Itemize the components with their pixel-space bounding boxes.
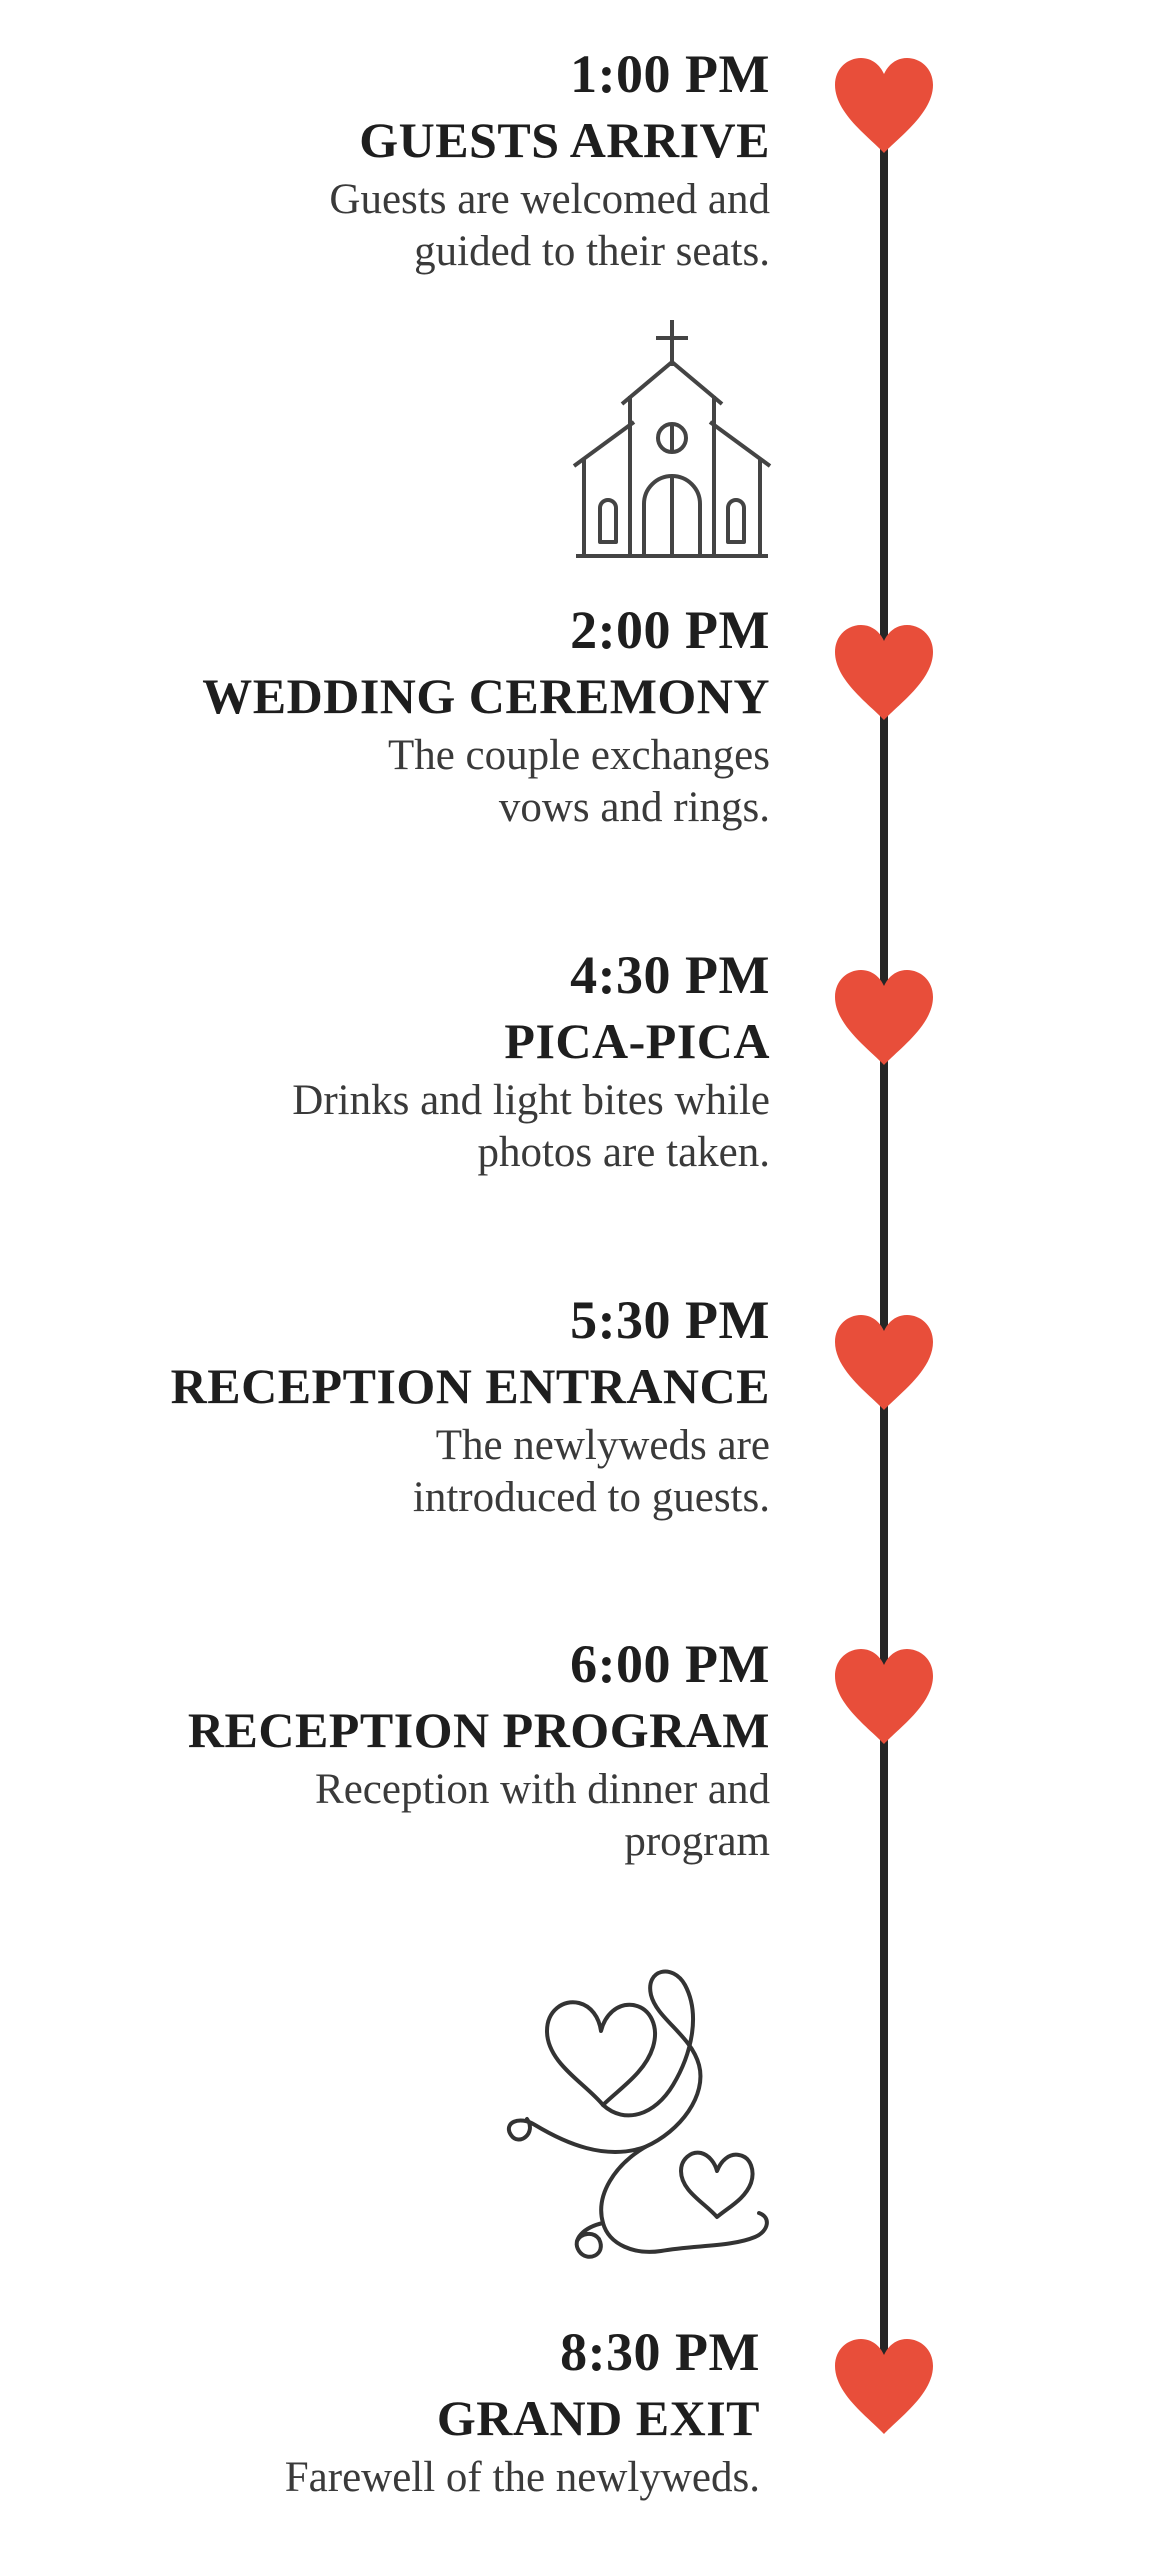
heart-icon — [829, 55, 939, 155]
event-grand-exit — [40, 2320, 760, 2504]
heart-icon — [829, 2336, 939, 2436]
event-title: WEDDING CEREMONY — [202, 668, 770, 724]
event-title: PICA-PICA — [504, 1013, 770, 1069]
event-description: The couple exchanges vows and rings. — [387, 732, 770, 831]
event-time: 1:00 PM — [570, 44, 770, 104]
event-title: GRAND EXIT — [436, 2390, 760, 2446]
event-time: 8:30 PM — [560, 2322, 760, 2382]
event-description: Guests are welcomed and guided to their seats. — [329, 176, 770, 275]
event-time: 4:30 PM — [570, 945, 770, 1005]
church-icon — [572, 318, 772, 558]
heart-icon — [829, 622, 939, 722]
event-title: GUESTS ARRIVE — [359, 112, 770, 168]
event-description: The newlyweds are introduced to guests. — [412, 1422, 770, 1521]
event-pica-pica — [50, 943, 770, 1179]
event-reception-program — [50, 1632, 770, 1868]
event-time: 6:00 PM — [570, 1634, 770, 1694]
event-description: Farewell of the newlyweds. — [284, 2454, 760, 2501]
event-title: RECEPTION ENTRANCE — [170, 1358, 770, 1414]
heart-icon — [829, 1646, 939, 1746]
heart-icon — [829, 1312, 939, 1412]
event-description: Drinks and light bites while photos are taken. — [292, 1077, 770, 1176]
timeline-line — [880, 110, 888, 2420]
event-description: Reception with dinner and program — [315, 1766, 770, 1865]
event-wedding-ceremony — [50, 598, 770, 834]
event-title: RECEPTION PROGRAM — [187, 1702, 770, 1758]
event-time: 5:30 PM — [570, 1290, 770, 1350]
heart-icon — [829, 967, 939, 1067]
event-guests-arrive — [50, 42, 770, 278]
event-time: 2:00 PM — [570, 600, 770, 660]
swirl-hearts-icon — [485, 1955, 775, 2275]
event-reception-entrance — [50, 1288, 770, 1524]
